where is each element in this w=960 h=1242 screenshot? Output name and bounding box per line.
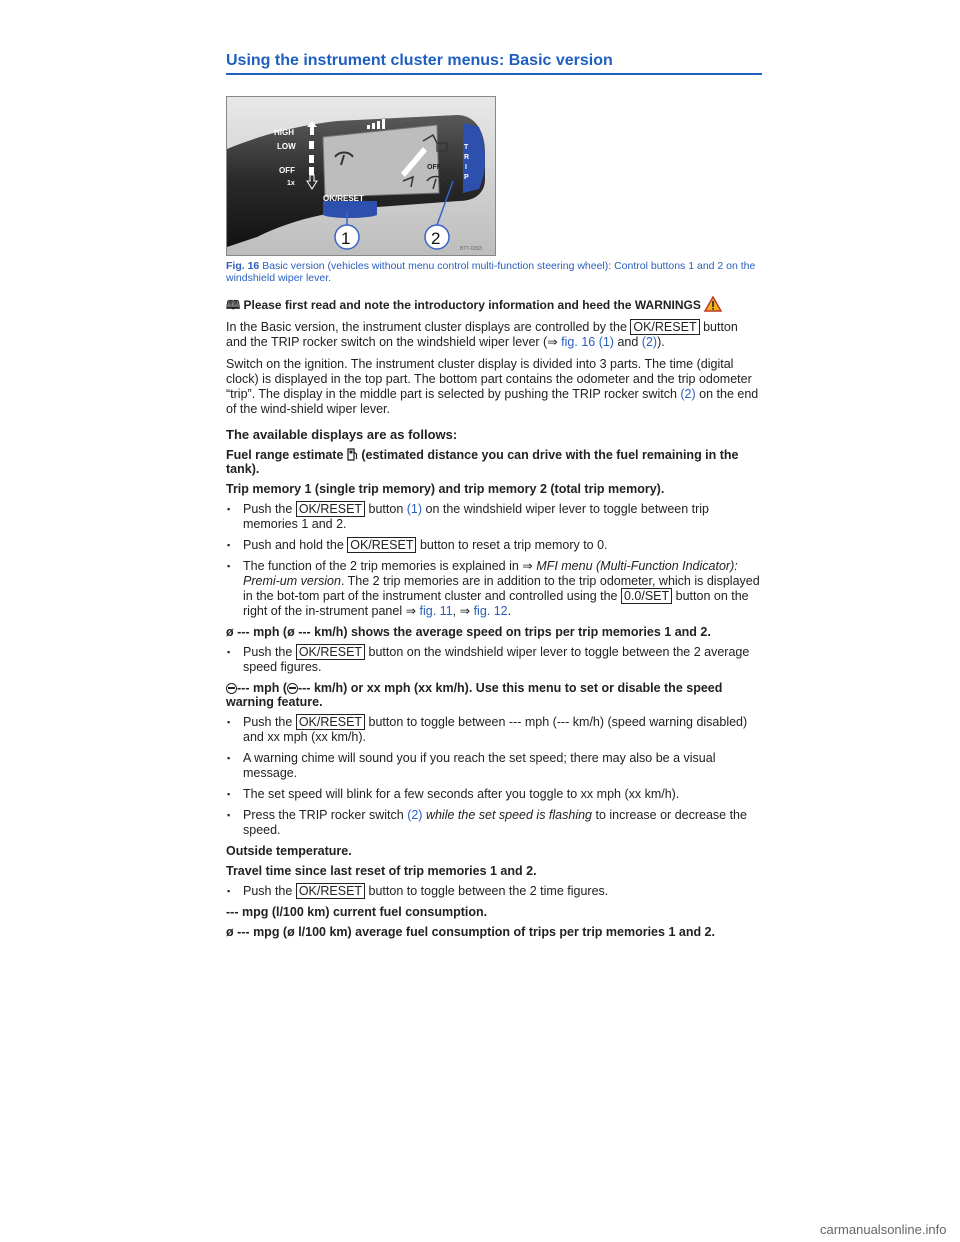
b9-text-b: button to toggle between the 2 time figures. xyxy=(365,884,609,898)
trip-switch-link[interactable]: (2) xyxy=(407,808,423,822)
intro-line xyxy=(226,296,760,313)
trip-memory-list xyxy=(226,502,760,619)
fig11-link[interactable]: fig. 11 xyxy=(419,604,453,618)
speed-warning-heading xyxy=(226,681,760,709)
ok-reset-key: OK/RESET xyxy=(296,644,365,660)
fuel-range-text-b: (estimated distance you can drive with the fuel remaining in the tank). xyxy=(226,448,739,476)
warning-icon xyxy=(704,296,722,312)
b3-text-d: , ⇒ xyxy=(452,604,474,618)
off-mark xyxy=(309,167,314,175)
int-mark xyxy=(309,155,314,163)
fuel-pump-icon xyxy=(347,448,358,461)
b2-text-a: Push and hold the xyxy=(243,538,348,552)
b9-text-a: Push the xyxy=(243,884,296,898)
set-key: 0.0/SET xyxy=(621,588,672,604)
b1-text-a: Push the xyxy=(243,502,296,516)
p2-text-end: on the end of the wind-shield wiper lever. xyxy=(226,387,759,416)
p1-text-d: ). xyxy=(657,335,665,349)
book-icon: 🕮 xyxy=(226,298,241,312)
b3-text-b: . The 2 trip memories are in addition to the trip odometer, which is displayed in the bot-tom part of the instrument cluster and controlled using the xyxy=(243,574,760,603)
travel-time-heading: Travel time since last reset of trip memories 1 and 2. xyxy=(226,864,537,878)
fig12-link[interactable]: fig. 12 xyxy=(473,604,508,618)
b5-text-a: Push the xyxy=(243,715,296,729)
current-fuel-heading: --- mpg (l/100 km) current fuel consumption. xyxy=(226,905,488,919)
b8-text-a: Press the TRIP rocker switch xyxy=(243,808,408,822)
callout-2-number: 2 xyxy=(431,229,441,248)
page-title: Using the instrument cluster menus: Basic version xyxy=(226,52,762,75)
mfi-menu-link[interactable]: MFI menu (Multi-Function Indicator): Premi-um version xyxy=(243,559,738,588)
outside-temperature-heading: Outside temperature. xyxy=(226,844,352,858)
trip-switch-link[interactable]: (2) xyxy=(680,387,696,401)
speed-warning-icon xyxy=(226,683,237,694)
caption-prefix: Fig. 16 xyxy=(226,260,260,272)
low-mark xyxy=(309,141,314,149)
off-label-right: OFF xyxy=(427,164,441,171)
p1-text-a: In the Basic version, the instrument cluster displays are controlled by the xyxy=(226,320,631,334)
p1-text-b: button and the TRIP rocker switch on the windshield wiper lever (⇒ xyxy=(226,320,738,349)
list-item xyxy=(226,559,760,619)
speed-warning-text-a: --- mph ( xyxy=(237,681,287,695)
b5-text-b: button to toggle between --- mph (--- km/h) (speed warning disabled) and xx mph (xx km/h). xyxy=(243,715,748,744)
b3-text-c: button on the right of the in-strument panel ⇒ xyxy=(243,589,749,618)
high-label: HIGH xyxy=(274,128,294,137)
intro-text: Please first read and note the introductory information and heed the WARNINGS xyxy=(243,298,701,312)
wiper-lever-illustration xyxy=(227,97,495,255)
b8-text-b: to increase or decrease the speed. xyxy=(243,808,747,837)
trip-letter-p: P xyxy=(464,174,469,181)
speed-warning-icon xyxy=(287,683,298,694)
off-label-left: OFF xyxy=(279,166,295,175)
b1-text-c: on the windshield wiper lever to toggle between trip memories 1 and 2. xyxy=(243,502,710,531)
fuel-range-heading xyxy=(226,448,760,476)
caption-text: Basic version (vehicles without menu control multi-function steering wheel): Control buttons 1 and 2 on the windshield wiper lever. xyxy=(226,260,756,284)
ok-reset-key: OK/RESET xyxy=(296,714,365,730)
ignition-paragraph xyxy=(226,357,760,417)
fig16-2-link[interactable]: (2) xyxy=(641,335,658,349)
callout-1-number: 1 xyxy=(341,229,351,248)
b3-text-a: The function of the 2 trip memories is explained in ⇒ xyxy=(243,559,537,573)
button-1-link[interactable]: (1) xyxy=(406,502,423,516)
ok-reset-key: OK/RESET xyxy=(630,319,699,335)
average-speed-heading: ø --- mph (ø --- km/h) shows the average speed on trips per trip memories 1 and 2. xyxy=(226,625,711,639)
ok-reset-key: OK/RESET xyxy=(347,537,416,553)
fuel-range-text-a: Fuel range estimate xyxy=(226,448,347,462)
b8-text-italic: while the set speed is flashing xyxy=(422,808,593,822)
p2-text: Switch on the ignition. The instrument cluster display is divided into 3 parts. The time (digital clock) is displayed in the top part. The bottom part contains the odometer and the trip odometer “trip”. The display in the middle part is selected by pushing the TRIP rocker switch xyxy=(226,357,752,401)
list-item xyxy=(226,884,760,899)
list-item xyxy=(226,502,760,532)
figure-code: BTT-0393 xyxy=(460,246,482,252)
b3-text-e: . xyxy=(507,604,512,618)
low-label: LOW xyxy=(277,142,296,151)
average-speed-list xyxy=(226,645,760,675)
average-fuel-heading: ø --- mpg (ø l/100 km) average fuel consumption of trips per trip memories 1 and 2. xyxy=(226,925,715,939)
trip-letter-i: I xyxy=(465,164,467,171)
trip-letter-t: T xyxy=(464,144,469,151)
b4-text-a: Push the xyxy=(243,645,296,659)
list-item xyxy=(226,645,760,675)
trip-letter-r: R xyxy=(464,154,470,161)
b1-text-b: button xyxy=(365,502,407,516)
list-item: ▪ The set speed will blink for a few seconds after you toggle to xx mph (xx km/h). xyxy=(226,787,760,802)
p1-text-c: and xyxy=(613,335,642,349)
speed-warning-text-b: --- km/h) or xx mph (xx km/h). Use this menu to set or disable the speed warning feature. xyxy=(226,681,723,709)
figure-caption xyxy=(226,260,756,284)
list-item xyxy=(226,715,760,745)
ok-reset-label: OK/RESET xyxy=(323,194,364,203)
travel-time-list xyxy=(226,884,760,899)
ok-reset-key: OK/RESET xyxy=(296,501,365,517)
speed-warning-list xyxy=(226,715,760,838)
list-item: ▪ A warning chime will sound you if you reach the set speed; there may also be a visual message. xyxy=(226,751,760,781)
wiper-lever-figure xyxy=(226,96,496,256)
b2-text-b: button to reset a trip memory to 0. xyxy=(416,538,608,552)
intro-paragraph xyxy=(226,320,760,350)
list-item xyxy=(226,538,760,553)
ok-reset-key: OK/RESET xyxy=(296,883,365,899)
one-x-label: 1x xyxy=(287,180,295,187)
list-item xyxy=(226,808,760,838)
b4-text-b: button on the windshield wiper lever to toggle between the 2 average speed figures. xyxy=(243,645,750,674)
fig16-1-link[interactable]: fig. 16 (1) xyxy=(561,335,614,349)
trip-memory-heading: Trip memory 1 (single trip memory) and trip memory 2 (total trip memory). xyxy=(226,482,665,496)
footer-watermark: carmanualsonline.info xyxy=(820,1222,947,1237)
main-content xyxy=(226,296,760,945)
displays-heading: The available displays are as follows: xyxy=(226,427,458,442)
